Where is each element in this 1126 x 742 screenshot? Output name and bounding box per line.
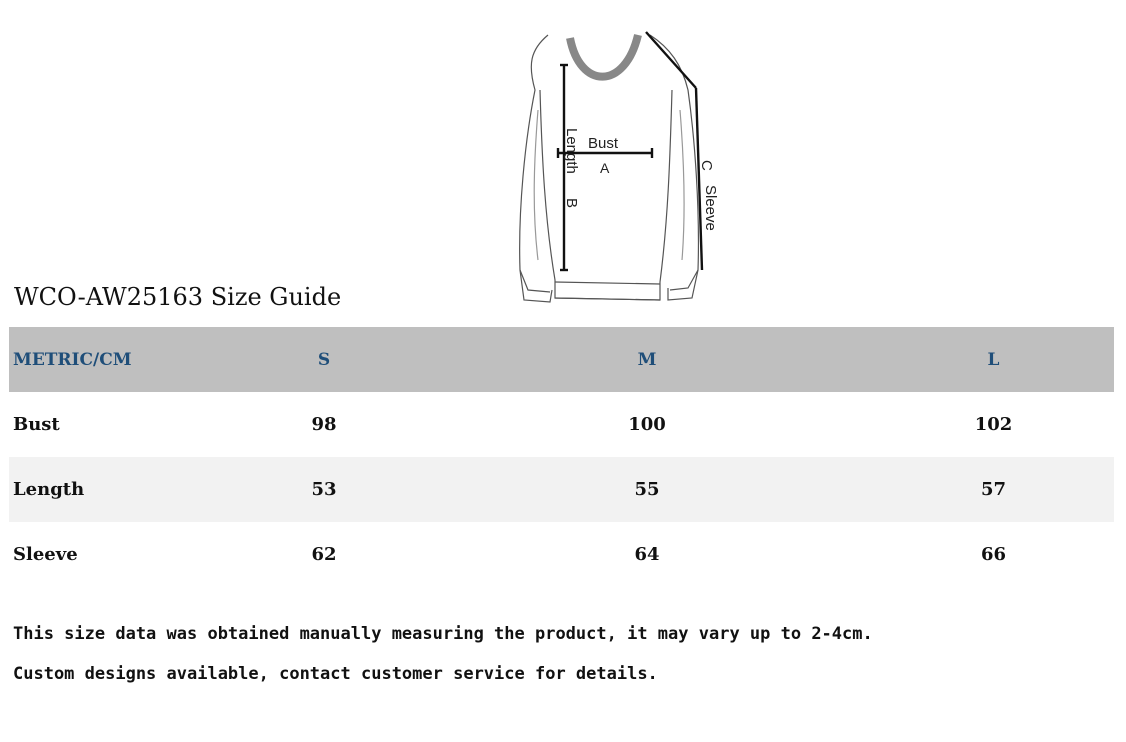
cell-value: 100: [628, 414, 666, 435]
bust-label: Bust: [588, 135, 619, 152]
sweater-measurement-diagram: [500, 20, 740, 315]
size-table: [9, 327, 1114, 587]
cell-value: 53: [311, 479, 337, 500]
row-label: Sleeve: [13, 544, 78, 565]
row-label: Length: [13, 479, 85, 500]
table-row: [9, 522, 1114, 587]
header-size-m: M: [637, 349, 657, 370]
table-row: [9, 457, 1114, 522]
custom-design-note: Custom designs available, contact customer service for details.: [13, 664, 658, 684]
header-metric: METRIC/CM: [13, 349, 132, 370]
cell-value: 66: [980, 544, 1007, 565]
table-row: [9, 392, 1114, 457]
page-title: WCO-AW25163 Size Guide: [14, 283, 342, 311]
row-label: Bust: [13, 414, 60, 435]
cell-value: 57: [980, 479, 1007, 500]
header-size-l: L: [987, 349, 1000, 370]
header-size-s: S: [317, 349, 331, 370]
cell-value: 98: [311, 414, 337, 435]
cell-value: 55: [634, 479, 660, 500]
table-header-row: [9, 327, 1114, 392]
cell-value: 102: [974, 414, 1013, 435]
sleeve-letter: C: [698, 160, 715, 171]
length-label: Length: [563, 128, 580, 174]
measurement-note: This size data was obtained manually measuring the product, it may vary up to 2-4cm.: [13, 624, 873, 644]
sleeve-label: Sleeve: [702, 185, 719, 231]
cell-value: 62: [311, 544, 337, 565]
bust-letter: A: [600, 160, 610, 176]
cell-value: 64: [634, 544, 660, 565]
length-letter: B: [563, 198, 580, 209]
